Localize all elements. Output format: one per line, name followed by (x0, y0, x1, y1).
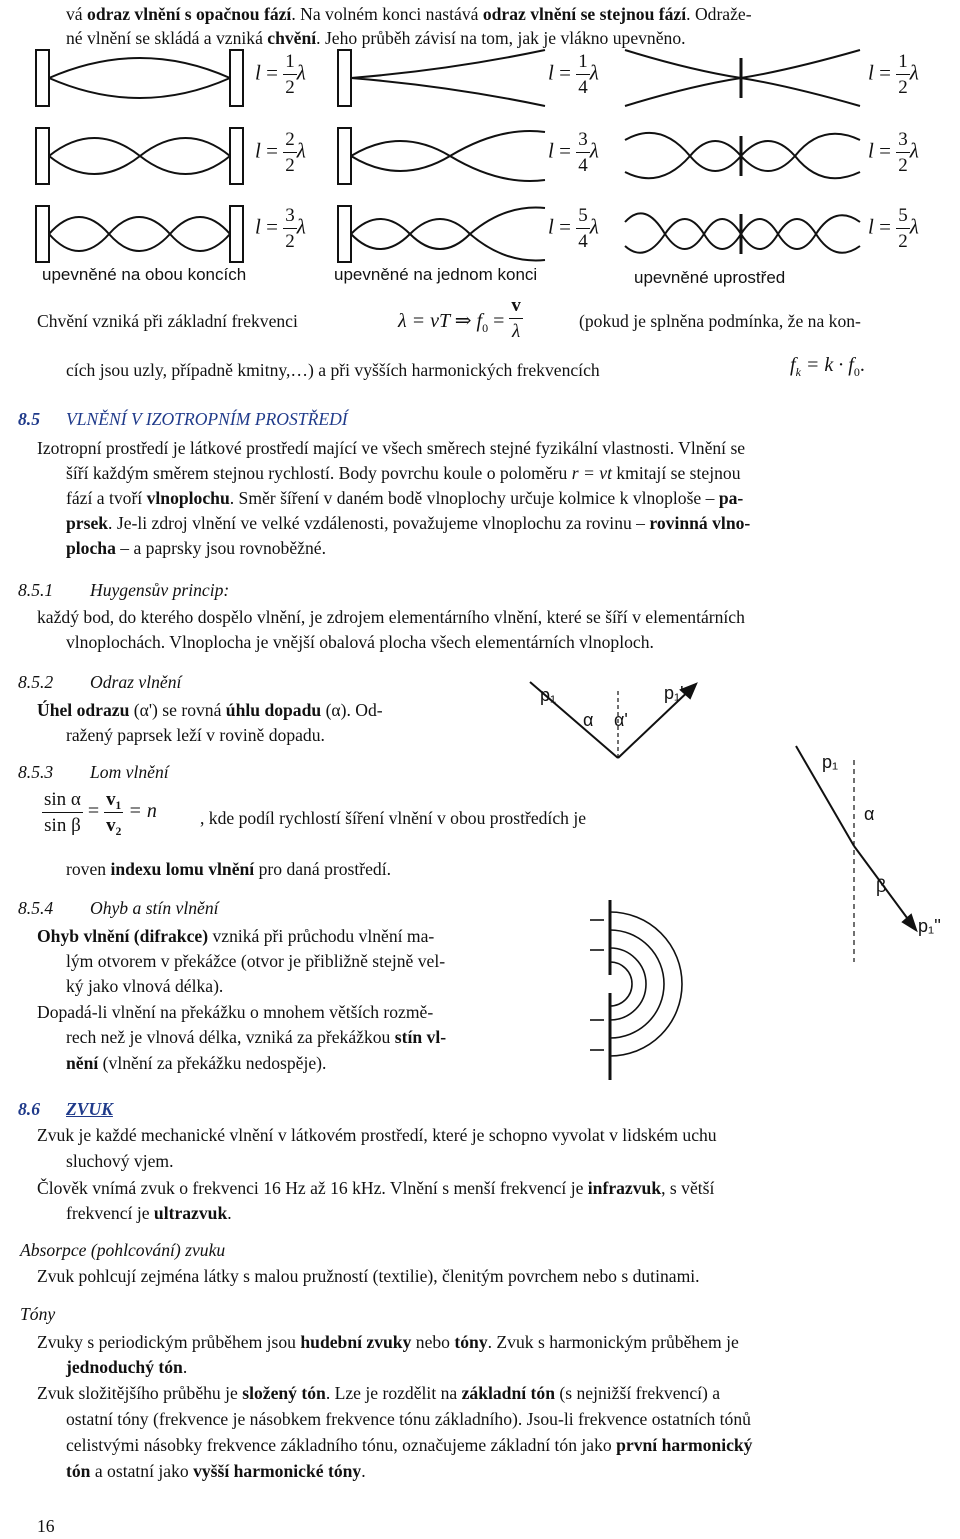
wave-both-2 (49, 138, 230, 174)
s86-p1-line-2: sluchový vjem. (66, 1151, 174, 1171)
tones-line-6: tón a ostatní jako vyšší harmonické tóny. (66, 1461, 366, 1481)
section-8-5-number: 8.5 (18, 409, 40, 429)
label-mid-2: l = $\frac{3}{2}$ λ (868, 129, 919, 176)
label-mid-1: l = $\frac{1}{2}$ λ (868, 51, 919, 98)
tones-title: Tóny (20, 1304, 56, 1324)
s854-line-6: nění (vlnění za překážku nedospěje). (66, 1053, 327, 1073)
label-one-3: l = $\frac{5}{4}$ λ (548, 205, 599, 252)
tones-line-2: jednoduchý tón. (66, 1357, 188, 1377)
s853-line-2: roven indexu lomu vlnění pro daná prostředí. (66, 859, 392, 879)
refraction-alpha: α (864, 804, 875, 824)
absorption-title: Absorpce (pohlcování) zvuku (20, 1240, 226, 1260)
section-8-5-3-title: Lom vlnění (90, 762, 169, 782)
reflection-alpha-prime: α' (614, 710, 628, 730)
s86-p2-line-2: frekvencí je ultrazvuk. (66, 1203, 232, 1223)
s85-line-4: prsek. Je-li zdroj vlnění ve velké vzdálenosti, považujeme vlnoplochu za rovinu – rovinná vlno- (66, 513, 751, 533)
freq-harmonic-formula: $f_k = k \cdot f_0$. (790, 354, 865, 379)
section-8-5-4-title: Ohyb a stín vlnění (90, 898, 219, 918)
section-8-5-3-number: 8.5.3 (18, 762, 54, 782)
caption-middle: upevněné uprostřed (634, 268, 786, 287)
section-8-6-number: 8.6 (18, 1099, 40, 1119)
section-8-5-1-number: 8.5.1 (18, 580, 54, 600)
refraction-beta: β (876, 876, 887, 896)
intro-line-1: vá odraz vlnění s opačnou fází. Na volném konci nastává odraz vlnění se stejnou fází. Odraže- (66, 4, 752, 24)
s85-line-2: šíří každým směrem stejnou rychlostí. Body povrchu koule o poloměru r = vt kmitají se stejnou (66, 463, 741, 483)
section-8-6-title: ZVUK (66, 1099, 113, 1119)
s854-line-1: Ohyb vlnění (difrakce) vzniká při průchodu vlnění ma- (37, 926, 435, 946)
s85-line-5: plocha – a paprsky jsou rovnoběžné. (66, 538, 326, 558)
page-number: 16 (37, 1516, 55, 1536)
s86-p1-line-1: Zvuk je každé mechanické vlnění v látkovém prostředí, které je schopno vyvolat v lidském uchu (37, 1125, 717, 1145)
wave-one-2 (351, 131, 545, 181)
s85-line-3: fází a tvoří vlnoplochu. Směr šíření v daném bodě vlnoplochy určuje kolmice k vlnoploše – pa- (66, 488, 744, 508)
refraction-p1: p₁ (822, 752, 839, 772)
section-8-5-2-number: 8.5.2 (18, 672, 54, 692)
s852-line-1: Úhel odrazu (α') se rovná úhlu dopadu (α). Od- (37, 700, 383, 720)
label-mid-3: l = $\frac{5}{2}$ λ (868, 205, 919, 252)
standing-wave-figure (0, 40, 960, 330)
s854-line-2: lým otvorem v překážce (otvor je přibližně stejně vel- (66, 951, 446, 971)
caption-both-ends: upevněné na obou koncích (42, 265, 247, 284)
s85-line-1: Izotropní prostředí je látkové prostředí mající ve všech směrech stejné fyzikální vlastnosti. Vlnění se (37, 438, 746, 458)
section-8-5-4-number: 8.5.4 (18, 898, 54, 918)
freq-text-a: Chvění vzniká při základní frekvenci (37, 311, 298, 331)
label-one-2: l = $\frac{3}{4}$ λ (548, 129, 599, 176)
freq-formula: λ = vT ⇒ $f_0$ = $\frac{v}{\lambda}$ (398, 295, 521, 342)
diffraction-figure (590, 890, 940, 1090)
wall-left (36, 50, 49, 106)
section-8-5-2-title: Odraz vlnění (90, 672, 182, 692)
s854-line-3: ký jako vlnová délka). (66, 976, 224, 996)
label-both-3: l = $\frac{3}{2}$ λ (255, 205, 306, 252)
tones-line-4: ostatní tóny (frekvence je násobkem frekvence tónu základního). Jsou-li frekvence ostatních tónů (66, 1409, 751, 1429)
wall-right (230, 50, 243, 106)
label-both-2: l = $\frac{2}{2}$ λ (255, 129, 306, 176)
s854-line-4: Dopadá-li vlnění na překážku o mnohem větších rozmě- (37, 1002, 434, 1022)
absorption-text: Zvuk pohlcují zejména látky s malou pružností (textilie), členitým povrchem nebo s dutinami. (37, 1266, 700, 1286)
section-8-5-title: VLNĚNÍ V IZOTROPNÍM PROSTŘEDÍ (66, 409, 348, 429)
s852-line-2: ražený paprsek leží v rovině dopadu. (66, 725, 325, 745)
freq-text-b: (pokud je splněna podmínka, že na kon- (579, 311, 861, 331)
label-one-1: l = $\frac{1}{4}$ λ (548, 51, 599, 98)
tones-line-1: Zvuky s periodickým průběhem jsou hudební zvuky nebo tóny. Zvuk s harmonickým průběhem je (37, 1332, 739, 1352)
s86-p2-line-1: Člověk vnímá zvuk o frekvenci 16 Hz až 16 kHz. Vlnění s menší frekvencí je infrazvuk, s větší (37, 1178, 715, 1198)
s854-line-5: rech než je vlnová délka, vzniká za překážkou stín vl- (66, 1027, 447, 1047)
section-8-5-1-title: Huygensův princip: (90, 580, 230, 600)
caption-one-end: upevněné na jednom konci (334, 265, 538, 284)
wave-both-3 (49, 217, 230, 251)
label-both-1: l = $\frac{1}{2}$ λ (255, 51, 306, 98)
s851-line-2: vlnoplochách. Vlnoplocha je vnější obalová plocha všech elementárních vlnoploch. (66, 632, 654, 652)
reflection-p1-prime: p₁' (664, 683, 684, 703)
tones-line-3: Zvuk složitějšího průběhu je složený tón. Lze je rozdělit na základní tón (s nejnižší frekvencí) a (37, 1383, 721, 1403)
s853-text: , kde podíl rychlostí šíření vlnění v obou prostředích je (200, 808, 587, 828)
s851-line-1: každý bod, do kterého dospělo vlnění, je zdrojem elementárního vlnění, které se šíří v elementárních (37, 607, 745, 627)
wave-both-1 (49, 58, 230, 98)
reflection-p1: p₁ (540, 685, 557, 705)
wave-one-1 (351, 50, 545, 106)
reflection-alpha: α (583, 710, 594, 730)
intro-line-2: né vlnění se skládá a vzniká chvění. Jeho průběh závisí na tom, jak je vlákno upevněno. (66, 28, 686, 48)
wave-one-3 (351, 208, 545, 261)
refraction-p1-double-prime: p₁'' (918, 916, 941, 936)
freq-text-c: cích jsou uzly, případně kmitny,…) a při vyšších harmonických frekvencích (66, 360, 600, 380)
tones-line-5: celistvými násobky frekvence základního tónu, označujeme základní tón jako první harmonický (66, 1435, 753, 1455)
snell-law: $\frac{\text{sin α}}{\text{sin β}}$ = $\frac{\text{v₁}}{\text{v₂}}$ = n (44, 789, 157, 836)
